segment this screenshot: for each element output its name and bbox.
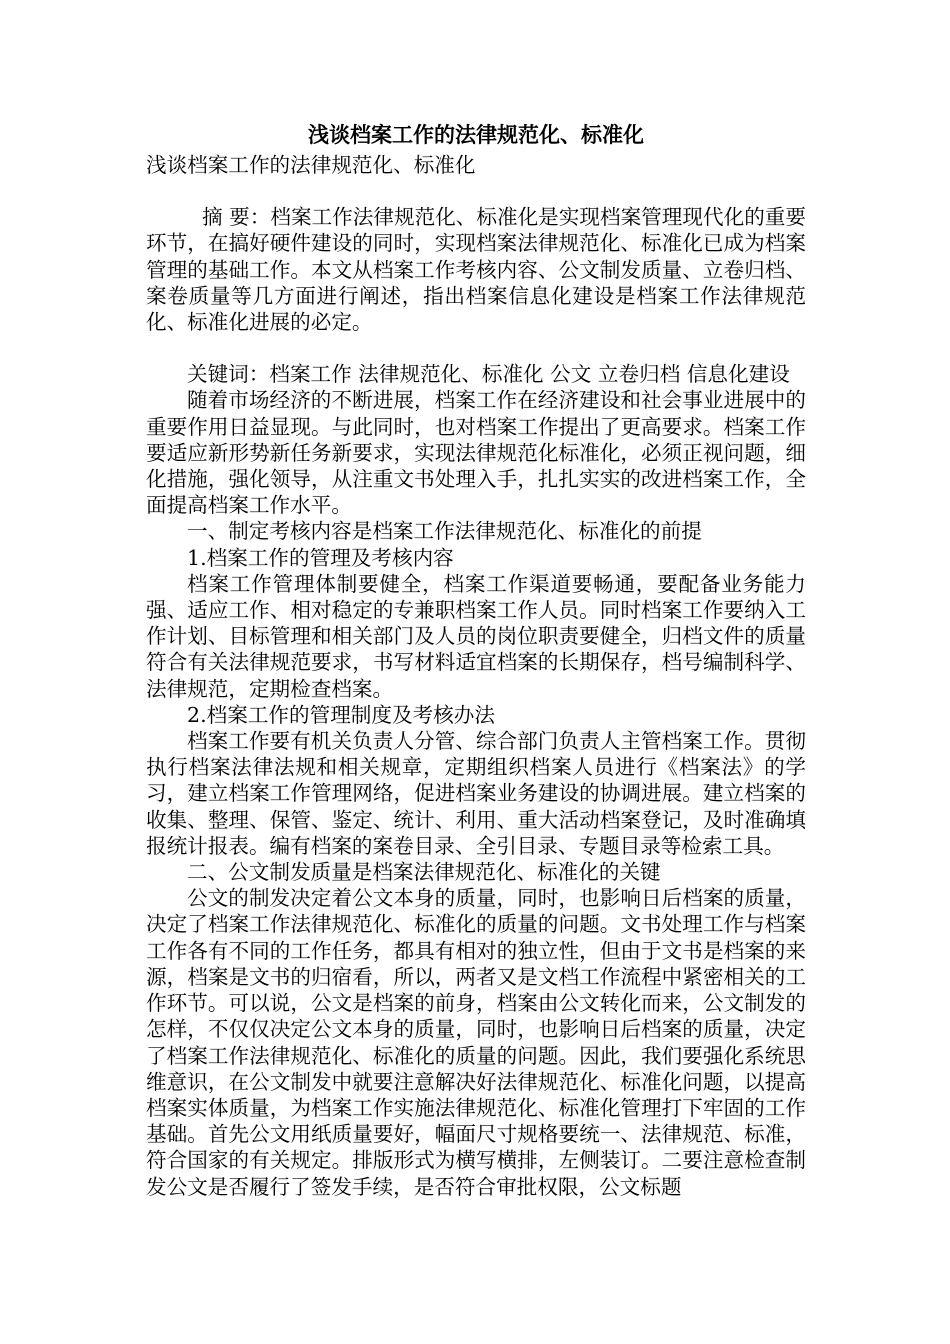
body-paragraph: 随着市场经济的不断进展，档案工作在经济建设和社会事业进展中的重要作用日益显现。与此同时，也对档案工作提出了更高要求。档案工作要适应新形势新任务新要求，实现法律规范化标准化，必须正视问题，细化措施，强化领导，从注重文书处理入手，扎扎实实的改进档案工作，全面提高档案工作水平。 — [146, 388, 806, 518]
body-paragraph: 公文的制发决定着公文本身的质量，同时，也影响日后档案的质量，决定了档案工作法律规范化、标准化的质量的问题。文书处理工作与档案工作各有不同的工作任务，都具有相对的独立性，但由于文书是档案的来源，档案是文书的归宿看，所以，两者又是文档工作流程中紧密相关的工作环节。可以说，公文是档案的前身，档案由公文转化而来，公文制发的怎样，不仅仅决定公文本身的质量，同时，也影响日后档案的质量，决定了档案工作法律规范化、标准化的质量的问题。因此，我们要强化系统思维意识，在公文制发中就要注意解决好法律规范化、标准化问题，以提高档案实体质量，为档案工作实施法律规范化、标准化管理打下牢固的工作基础。首先公文用纸质量要好，幅面尺寸规格要统一、法律规范、标准，符合国家的有关规定。排版形式为横写横排，左侧装订。二要注意检查制发公文是否履行了签发手续，是否符合审批权限，公文标题 — [146, 886, 806, 1199]
body-paragraph: 档案工作管理体制要健全，档案工作渠道要畅通，要配备业务能力强、适应工作、相对稳定的专兼职档案工作人员。同时档案工作要纳入工作计划、目标管理和相关部门及人员的岗位职责要健全，归档文件的质量符合有关法律规范要求，书写材料适宜档案的长期保存，档号编制科学、法律规范，定期检查档案。 — [146, 571, 806, 701]
body-paragraph: 档案工作要有机关负责人分管、综合部门负责人主管档案工作。贯彻执行档案法律法规和相关规章，定期组织档案人员进行《档案法》的学习，建立档案工作管理网络，促进档案业务建设的协调进展。建立档案的收集、整理、保管、鉴定、统计、利用、重大活动档案登记，及时准确填报统计报表。编有档案的案卷目录、全引目录、专题目录等检索工具。 — [146, 729, 806, 858]
abstract-paragraph: 摘 要：档案工作法律规范化、标准化是实现档案管理现代化的重要环节，在搞好硬件建设的同时，实现档案法律规范化、标准化已成为档案管理的基础工作。本文从档案工作考核内容、公文制发质量、立卷归档、案卷质量等几方面进行阐述，指出档案信息化建设是档案工作法律规范化、标准化进展的必定。 — [146, 205, 806, 335]
document-page — [146, 118, 806, 1200]
keywords-paragraph: 关键词：档案工作 法律规范化、标准化 公文 立卷归档 信息化建设 — [187, 362, 790, 387]
subsection-heading-1-2: 2.档案工作的管理制度及考核办法 — [187, 702, 495, 727]
section-heading-1: 一、制定考核内容是档案工作法律规范化、标准化的前提 — [187, 519, 702, 544]
subsection-heading-1-1: 1.档案工作的管理及考核内容 — [187, 545, 454, 570]
section-heading-2: 二、公文制发质量是档案法律规范化、标准化的关键 — [187, 860, 661, 885]
document-title: 浅谈档案工作的法律规范化、标准化 — [308, 122, 644, 147]
document-subtitle: 浅谈档案工作的法律规范化、标准化 — [146, 153, 476, 177]
